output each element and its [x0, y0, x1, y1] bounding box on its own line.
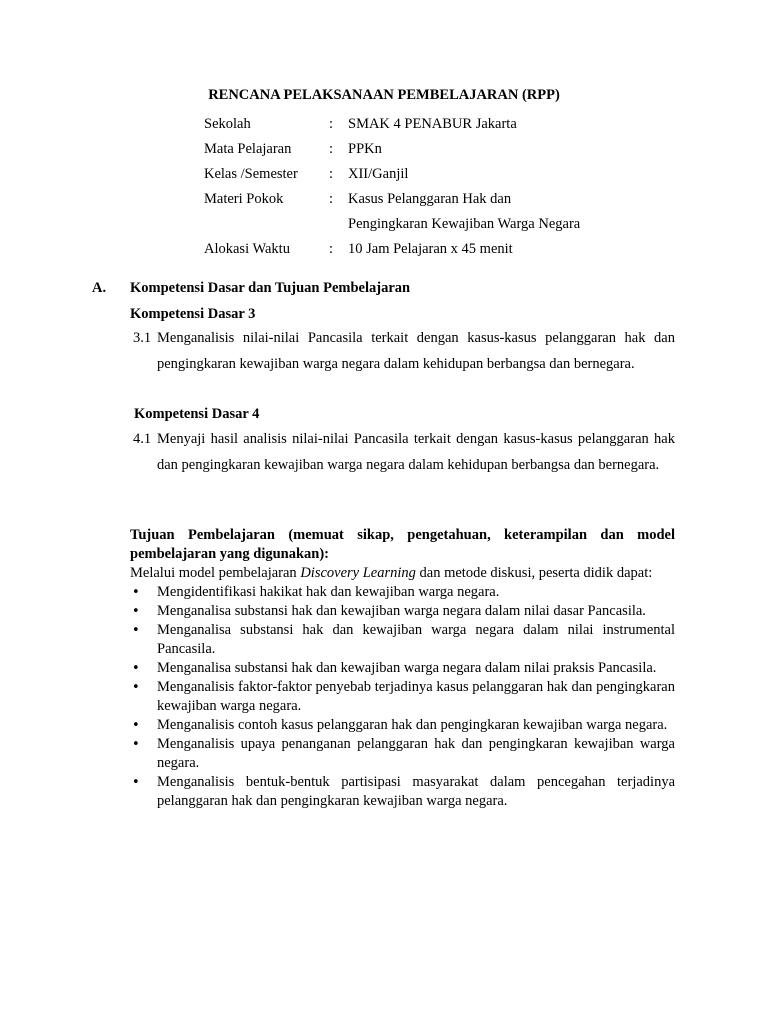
meta-key: Sekolah — [204, 116, 251, 132]
tujuan-list — [130, 583, 675, 811]
tujuan-intro-after: dan metode diskusi, peserta didik dapat: — [415, 565, 653, 581]
list-item-text: Menganalisis contoh kasus pelanggaran hak dan pengingkaran kewajiban warga negara. — [157, 717, 668, 733]
kd3-heading: Kompetensi Dasar 3 — [130, 306, 256, 322]
list-item — [130, 583, 675, 602]
bullet-icon: • — [132, 680, 140, 695]
meta-key: Alokasi Waktu — [204, 241, 290, 257]
section-letter: A. — [92, 280, 107, 296]
bullet-icon: • — [132, 718, 140, 733]
list-item-text: Menganalisa substansi hak dan kewajiban warga negara dalam nilai praksis Pancasila. — [157, 660, 657, 676]
meta-colon: : — [329, 241, 334, 257]
bullet-icon: • — [132, 661, 140, 676]
list-item — [130, 735, 675, 773]
list-item-text: Menganalisis faktor-faktor penyebab terjadinya kasus pelanggaran hak dan pengingkaran kewajiban warga negara. — [157, 679, 675, 714]
list-item-text: Mengidentifikasi hakikat hak dan kewajiban warga negara. — [157, 584, 500, 600]
bullet-icon: • — [132, 623, 140, 638]
kd3-number: 3.1 — [133, 330, 152, 346]
meta-key: Kelas /Semester — [204, 166, 298, 182]
kd4-text: Menyaji hasil analisis nilai-nilai Pancasila terkait dengan kasus-kasus pelanggaran hak dan pengingkaran kewajiban warga negara dalam kehidupan berbangsa dan bernegara. — [157, 431, 675, 473]
section-title: Kompetensi Dasar dan Tujuan Pembelajaran — [130, 280, 411, 296]
tujuan-intro-model: Discovery Learning — [300, 565, 416, 581]
meta-value: XII/Ganjil — [348, 166, 409, 182]
meta-key: Mata Pelajaran — [204, 141, 292, 157]
bullet-icon: • — [132, 775, 140, 790]
list-item-text: Menganalisis upaya penanganan pelanggaran hak dan pengingkaran kewajiban warga negara. — [157, 736, 675, 771]
list-item-text: Menganalisa substansi hak dan kewajiban warga negara dalam nilai dasar Pancasila. — [157, 603, 646, 619]
bullet-icon: • — [132, 737, 140, 752]
meta-colon: : — [329, 166, 334, 182]
bullet-icon: • — [132, 604, 140, 619]
meta-key: Materi Pokok — [204, 191, 284, 207]
meta-value: Pengingkaran Kewajiban Warga Negara — [348, 216, 581, 232]
tujuan-heading: Tujuan Pembelajaran (memuat sikap, pengetahuan, keterampilan dan model pembelajaran yang digunakan): — [130, 527, 675, 562]
meta-value: SMAK 4 PENABUR Jakarta — [348, 116, 517, 132]
list-item — [130, 716, 675, 735]
tujuan-block — [130, 526, 675, 811]
meta-colon: : — [329, 116, 334, 132]
kd4-heading: Kompetensi Dasar 4 — [134, 406, 260, 422]
list-item-text: Menganalisa substansi hak dan kewajiban warga negara dalam nilai instrumental Pancasila. — [157, 622, 675, 657]
meta-value: Kasus Pelanggaran Hak dan — [348, 191, 512, 207]
meta-colon: : — [329, 141, 334, 157]
document-title: RENCANA PELAKSANAAN PEMBELAJARAN (RPP) — [208, 87, 560, 103]
list-item — [130, 621, 675, 659]
tujuan-intro — [130, 564, 675, 583]
kd3-item — [133, 326, 675, 377]
list-item — [130, 678, 675, 716]
list-item — [130, 602, 675, 621]
list-item — [130, 659, 675, 678]
kd3-text: Menganalisis nilai-nilai Pancasila terkait dengan kasus-kasus pelanggaran hak dan pengingkaran kewajiban warga negara dalam kehidupan berbangsa dan bernegara. — [157, 330, 675, 372]
list-item-text: Menganalisis bentuk-bentuk partisipasi masyarakat dalam pencegahan terjadinya pelanggaran hak dan pengingkaran kewajiban warga negara. — [157, 774, 675, 809]
bullet-icon: • — [132, 585, 140, 600]
kd4-item — [133, 427, 675, 478]
meta-value: PPKn — [348, 141, 382, 157]
meta-value: 10 Jam Pelajaran x 45 menit — [348, 241, 513, 257]
meta-colon: : — [329, 191, 334, 207]
tujuan-intro-before: Melalui model pembelajaran — [130, 565, 301, 581]
kd4-number: 4.1 — [133, 431, 152, 447]
list-item — [130, 773, 675, 811]
